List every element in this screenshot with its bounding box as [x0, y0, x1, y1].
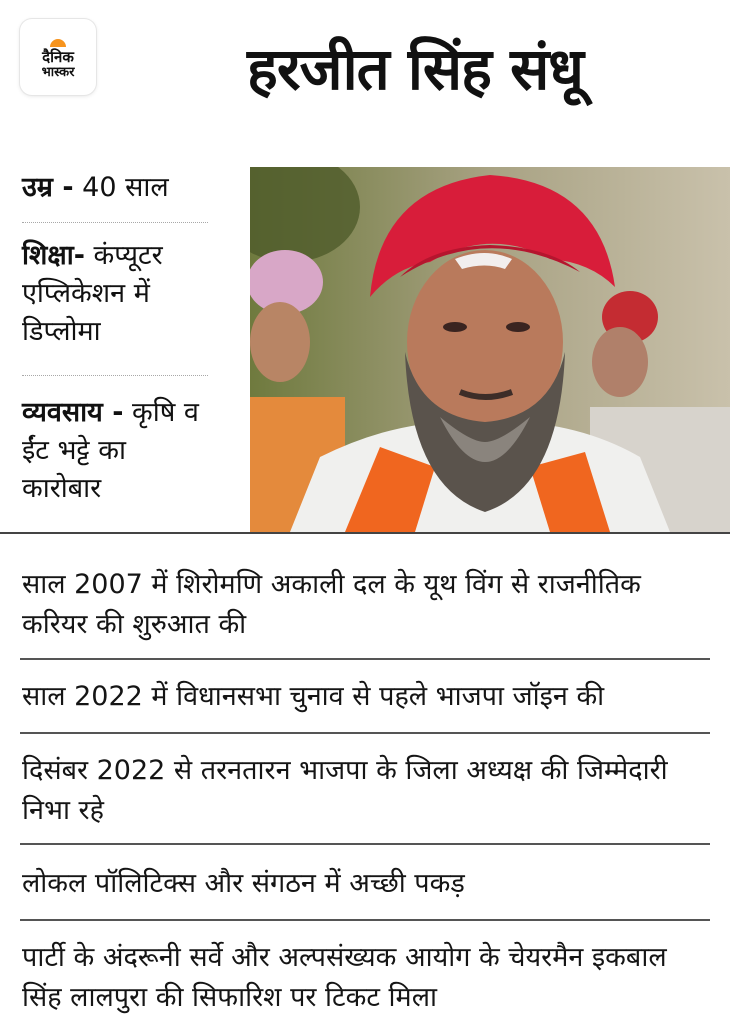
fact-label: उम्र - — [22, 172, 74, 203]
fact-education — [22, 223, 208, 376]
point-separator — [20, 843, 710, 845]
career-point-3: दिसंबर 2022 से तरनतारन भाजपा के जिला अध्यक्ष की जिम्मेदारी निभा रहे — [22, 755, 668, 826]
sun-icon — [49, 35, 67, 47]
fact-value: कंप्यूटर एप्लिकेशन में डिप्लोमा — [22, 240, 163, 347]
portrait-illustration — [250, 167, 730, 532]
logo-line-2: भास्कर — [41, 64, 75, 80]
career-point-1: साल 2007 में शिरोमणि अकाली दल के यूथ विंग से राजनीतिक करियर की शुरुआत की — [22, 569, 641, 640]
profile-facts — [22, 165, 208, 518]
career-point-2: साल 2022 में विधानसभा चुनाव से पहले भाजपा जॉइन की — [22, 681, 605, 712]
logo-line-1: दैनिक — [42, 47, 74, 66]
section-divider — [0, 532, 730, 534]
fact-value: 40 साल — [73, 172, 169, 203]
career-point-4: लोकल पॉलिटिक्स और संगठन में अच्छी पकड़ — [22, 868, 465, 899]
point-separator — [20, 732, 710, 734]
fact-occupation — [22, 376, 208, 518]
point-separator — [20, 658, 710, 660]
point-separator — [20, 919, 710, 921]
person-photo — [250, 167, 730, 532]
fact-age — [22, 165, 208, 223]
page-title: हरजीत सिंह संधू — [247, 35, 583, 103]
fact-label: शिक्षा- — [22, 240, 85, 271]
dainik-bhaskar-logo — [20, 19, 96, 95]
fact-value: कृषि व ईंट भट्टे का कारोबार — [22, 397, 199, 504]
career-point-5: पार्टी के अंदरूनी सर्वे और अल्पसंख्यक आयोग के चेयरमैन इकबाल सिंह लालपुरा की सिफारिश पर टिकट मिला — [22, 942, 667, 1013]
fact-label: व्यवसाय - — [22, 397, 124, 428]
